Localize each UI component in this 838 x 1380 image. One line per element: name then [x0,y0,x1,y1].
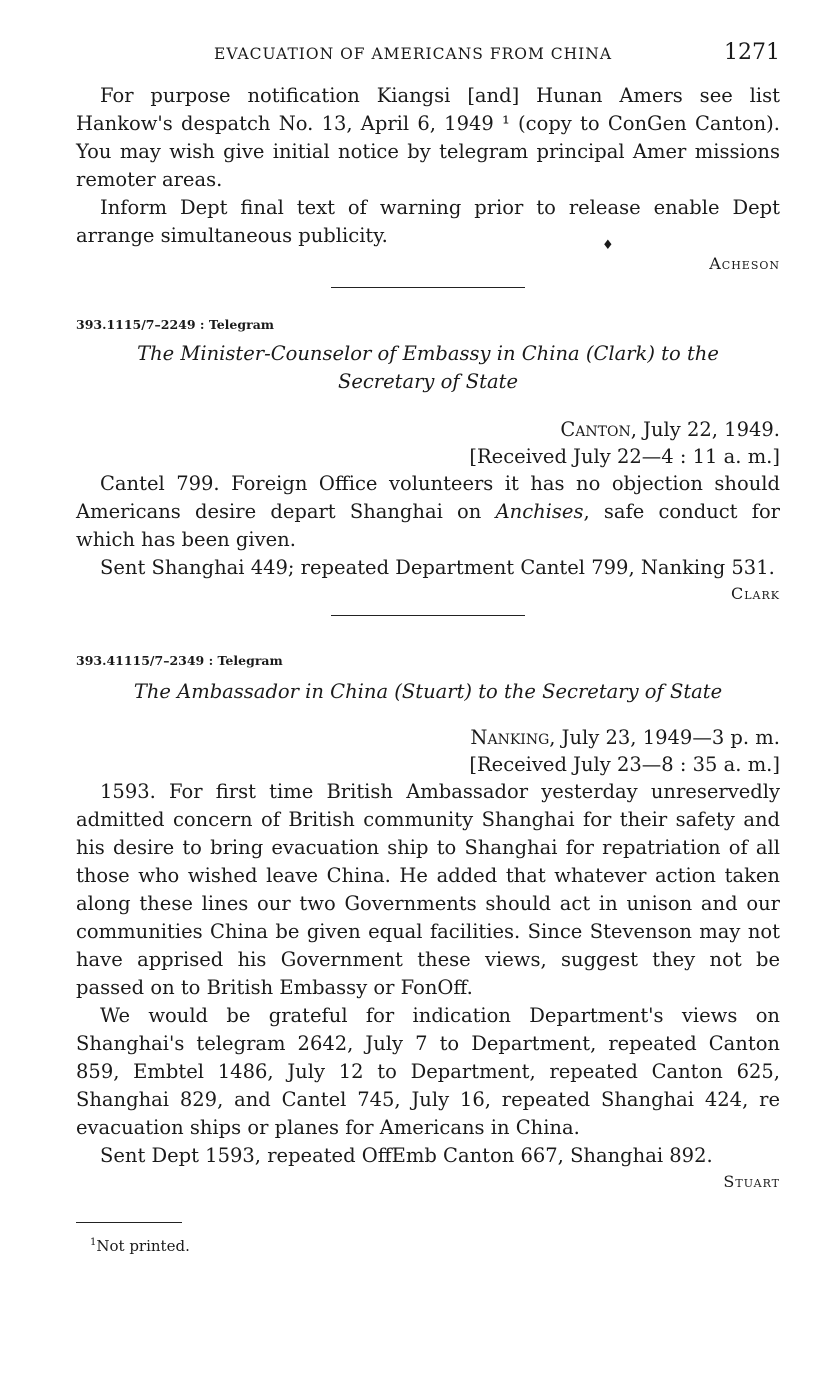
file-reference: 393.1115/7–2249 : Telegram [76,317,275,332]
running-head [76,40,780,70]
dateline [76,416,780,443]
footnote-marker: 1 [90,1237,97,1248]
paragraph: 1593. For first time British Ambassador yesterday unreservedly admitted concern of British community Shanghai for their safety and his desire to bring evacuation ship to Shanghai for repatriation of all those who wished leave China. He added that whatever action taken along these lines our two Governments should act in unison and our communities China be given equal facilities. Since Stevenson may not have apprised his Government these views, suggest they not be passed on to British Embassy or FonOff. [76,780,780,999]
signature: Clark [731,584,780,603]
footnote [90,1237,190,1255]
document-title: The Minister-Counselor of Embassy in China (Clark) to the Secretary of State [137,342,719,393]
date: , July 23, 1949—3 p. m. [549,726,780,749]
ink-speck: ♦ [602,238,614,253]
document-clark [76,317,780,616]
paragraph: Cantel 799. Foreign Office volunteers it has no objection should Americans desire depart Shanghai on Anchises, safe conduct for which has been given. [76,472,781,551]
place: Nanking [470,726,550,749]
date: , July 22, 1949. [630,418,780,441]
signature: Stuart [723,1172,780,1191]
page-number: 1271 [724,40,780,65]
received-line: [Received July 23—8 : 35 a. m.] [469,753,780,776]
signature: Acheson [709,254,780,273]
paragraph: Inform Dept final text of warning prior to release enable Dept arrange simultaneous publicity. [76,196,780,247]
document-stuart [76,653,780,1191]
place: Canton [560,418,631,441]
footnote-text: Not printed. [96,1237,190,1255]
section-divider [331,287,525,288]
section-acheson [76,82,780,288]
paragraph: We would be grateful for indication Department's views on Shanghai's telegram 2642, July 7 to Department, repeated Canton 859, Embtel 1486, July 12 to Department, repeated Canton 625, Shanghai 829, and Cantel 745, July 16, repeated Shanghai 424, re evacuation ships or planes for Americans in China. [76,1004,780,1139]
received-line: [Received July 22—4 : 11 a. m.] [469,445,780,468]
footnote-rule [76,1222,182,1223]
paragraph: Sent Dept 1593, repeated OffEmb Canton 667, Shanghai 892. [100,1144,713,1167]
file-reference: 393.41115/7–2349 : Telegram [76,653,283,668]
document-title: The Ambassador in China (Stuart) to the Secretary of State [133,680,723,703]
paragraph: For purpose notification Kiangsi [and] Hunan Amers see list Hankow's despatch No. 13, April 6, 1949 ¹ (copy to ConGen Canton). You may wish give initial notice by telegram principal Amer missions remoter areas. [76,84,780,191]
dateline [76,724,780,751]
paragraph: Sent Shanghai 449; repeated Department Cantel 799, Nanking 531. [100,556,775,579]
running-title: EVACUATION OF AMERICANS FROM CHINA [214,45,613,63]
section-divider [331,615,525,616]
